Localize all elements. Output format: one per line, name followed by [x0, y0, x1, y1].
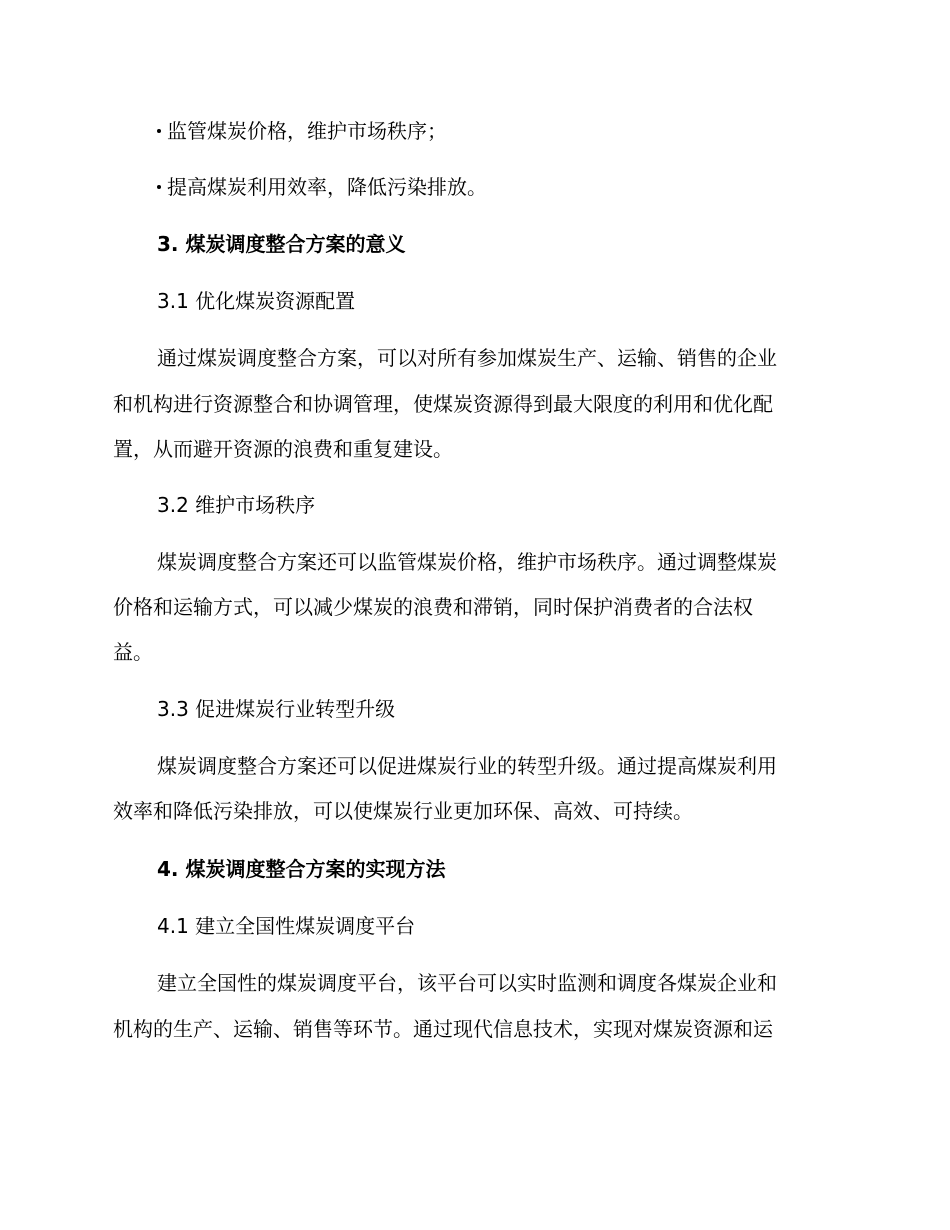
paragraph-line: 煤炭调度整合方案还可以监管煤炭价格，维护市场秩序。通过调整煤炭: [157, 550, 777, 574]
bullet-item: [157, 166, 887, 208]
subsection-title: 4.1 建立全国性煤炭调度平台: [157, 914, 416, 938]
paragraph-line: 价格和运输方式，可以减少煤炭的浪费和滞销，同时保护消费者的合法权: [113, 595, 753, 619]
bullet-dot-icon: [157, 185, 161, 189]
paragraph-line: 效率和降低污染排放，可以使煤炭行业更加环保、高效、可持续。: [113, 799, 693, 823]
bullet-item: [157, 110, 887, 152]
paragraph-line: 煤炭调度整合方案还可以促进煤炭行业的转型升级。通过提高煤炭利用: [157, 754, 777, 778]
section-heading: 3. 煤炭调度整合方案的意义: [157, 232, 406, 256]
subsection-title: 3.3 促进煤炭行业转型升级: [157, 697, 396, 721]
paragraph-line: 和机构进行资源整合和协调管理，使煤炭资源得到最大限度的利用和优化配: [113, 392, 773, 416]
paragraph-line: 置，从而避开资源的浪费和重复建设。: [113, 437, 453, 461]
bullet-text: 提高煤炭利用效率，降低污染排放。: [167, 175, 487, 199]
subsection-title: 3.1 优化煤炭资源配置: [157, 289, 356, 313]
subsection-title: 3.2 维护市场秩序: [157, 493, 316, 517]
paragraph-line: 益。: [113, 640, 153, 664]
bullet-dot-icon: [157, 129, 161, 133]
bullet-text: 监管煤炭价格，维护市场秩序；: [167, 119, 447, 143]
paragraph-line: 通过煤炭调度整合方案，可以对所有参加煤炭生产、运输、销售的企业: [157, 346, 777, 370]
paragraph-line: 建立全国性的煤炭调度平台，该平台可以实时监测和调度各煤炭企业和: [157, 971, 777, 995]
paragraph-line: 机构的生产、运输、销售等环节。通过现代信息技术，实现对煤炭资源和运: [113, 1017, 773, 1041]
section-heading: 4. 煤炭调度整合方案的实现方法: [157, 857, 446, 881]
